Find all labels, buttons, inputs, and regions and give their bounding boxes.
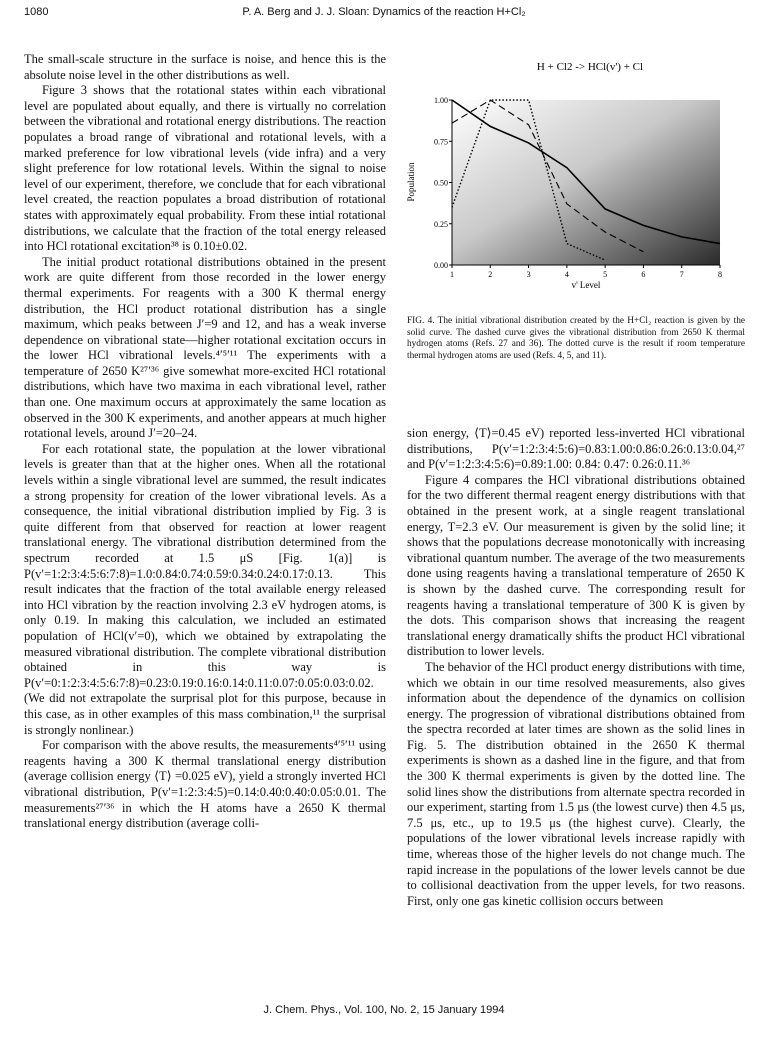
right-column [407,426,745,909]
y-tick-label: 1.00 [434,96,448,105]
x-tick-label: 6 [641,270,646,279]
paragraph: Figure 4 compares the HCl vibrational distributions obtained for the two different thermal reagent energy distributions with that obtained in the present work, at a single reagent translational energy, T=2.3 eV. Our measurement is given by the solid line; it shows that the populations decrease monotonically with increasing vibrational quantum number. The average of the two measurements done using reagents having a translational temperature of 2650 K is shown by the dashed curve. The corresponding result for reagents having a translational temperature of 300 K is given by the dots. This comparison shows that increasing the reagent translational energy dramatically shifts the product HCl vibrational distribution to lower levels. [407,472,745,659]
running-title: P. A. Berg and J. J. Sloan: Dynamics of the reaction H+Cl₂ [242,6,526,18]
paragraph: The initial product rotational distributions obtained in the present work are quite different from those recorded in the lower energy thermal experiments. For reagents with a 300 K thermal energy distribution, the HCl product rotational distribution has a single maximum, which peaks between J′=9 and 12, and has a weak inverse dependence on vibrational state—higher rotational excitation occurs in the lower HCl vibrational levels.⁴ʹ⁵ʹ¹¹ The experiments with a temperature of 2650 K²⁷ʹ³⁶ give somewhat more-excited HCl rotational distributions, which have two maxima in each vibrational level, rather than one. One maximum occurs at approximately the same location as observed in the 300 K experiments, and another appears at much higher rotational levels, around J′=20–24. [24,254,386,441]
x-tick-label: 8 [718,270,722,279]
y-tick-label: 0.00 [434,261,448,270]
page-number: 1080 [24,6,49,18]
x-tick-label: 5 [603,270,608,279]
paragraph: The small-scale structure in the surface is noise, and hence this is the absolute noise level in the other distributions as well. [24,52,386,82]
x-tick-label: 1 [450,270,454,279]
y-tick-label: 0.25 [434,219,448,229]
x-tick-label: 4 [564,270,569,279]
paragraph: sion energy, ⟨T⟩=0.45 eV) reported less-inverted HCl vibrational distributions, P(v′=1:2:3:4:5:6)=0.83:1.00:0.86:0.26:0.13:0.04,²⁷ and P(v′=1:2:3:4:5:6)=0.89:1.00: 0.84: 0.47: 0.26:0.11.³⁶ [407,426,745,472]
paragraph: For each rotational state, the population at the lower vibrational levels is greater than that at the higher ones. When all the rotational levels within a single vibrational level are summed, the result indicates a strong propensity for creation of the lower vibrational levels. As a consequence, the initial vibrational distribution implied by Fig. 3 is quite different from that observed for reaction at lower reagent translational energy. The vibrational distribution determined from the spectrum recorded at 1.5 μS [Fig. 1(a)] is P(v′=1:2:3:4:5:6:7:8)=1.0:0.84:0.74:0.59:0.34:0.24:0.17:0.13. This result indicates that the fraction of the total available energy released into HCl vibration by the reaction involving 2.3 eV hydrogen atoms, is only 0.19. In making this calculation, we included an estimated population of HCl(v′=0), which we obtained by extrapolating the measured vibrational distribution. The complete vibrational distribution obtained in this way is P(v′=0:1:2:3:4:5:6:7:8)=0.23:0.19:0.16:0.14:0.11:0.07:0.05:0.03:0.02. (We did not extrapolate the surprisal plot for this purpose, because in this case, as in other examples of this mass combination,¹¹ the surprisal is strongly nonlinear.) [24,441,386,737]
x-tick-label: 7 [679,270,684,279]
x-tick-label: 3 [526,270,531,279]
x-tick-label: 2 [488,270,493,279]
plot-background [452,100,720,265]
journal-footer: J. Chem. Phys., Vol. 100, No. 2, 15 January 1994 [263,1004,505,1016]
paragraph: The behavior of the HCl product energy distributions with time, which we obtain in our time resolved measurements, also gives information about the dependence of the dynamics on collision energy. The progression of vibrational distributions obtained from the spectra recorded at later times are shown as the solid lines in Fig. 5. The distribution obtained in the 2650 K thermal experiments is shown as a dashed line in the figure, and that from the 300 K thermal experiments is given by the dotted line. The solid lines show the distributions from alternate spectra recorded in our experiment, starting from 1.5 μs (the lowest curve) then 4.5 μs, 7.5 μs, etc., up to 19.5 μs (the highest curve). Clearly, the populations of the lower vibrational levels increase rapidly with time, whereas those of the higher levels do not change much. The rapid increase in the populations of the lower levels cannot be due to collisional deactivation from the upper levels, for two reasons. First, only one gas kinetic collision occurs between [407,659,745,908]
chart-title: H + Cl2 -> HCl(v') + Cl [536,61,644,73]
x-axis-label: v' Level [571,280,601,290]
y-tick-label: 0.50 [434,178,448,188]
vibrational-distribution-chart [400,52,750,292]
paragraph: Figure 3 shows that the rotational states within each vibrational level are populated about equally, and there is virtually no correlation between the vibrational and rotational energy distributions. The reaction populates a broad range of vibrational and rotational levels, with a marked preference for low vibrational levels (vide infra) and a very slight preference for low rotational levels. Within the signal to noise level of our experiment, therefore, we conclude that for each vibrational level created, the reaction populates a broad distribution of rotational states with approximately equal probability. From these intial rotational distributions, we calculate that the fraction of the total energy released into HCl rotational excitation³⁸ is 0.10±0.02. [24,83,386,254]
y-axis-label: Population [406,162,416,202]
left-column [24,52,386,832]
figure-4 [400,52,750,292]
paragraph: For comparison with the above results, the measurements⁴ʹ⁵ʹ¹¹ using reagents having a 300 K thermal translational energy distribution (average collision energy ⟨T⟩ =0.025 eV), yield a strongly inverted HCl vibrational distribution, P(v′=1:2:3:4:5)=0.14:0.40:0.40:0.05:0.01. The measurements²⁷ʹ³⁶ in which the H atoms have a 2650 K thermal translational energy distribution (average colli- [24,738,386,831]
figure-caption: FIG. 4. The initial vibrational distribution created by the H+Cl₂ reaction is given by the solid curve. The dashed curve gives the vibrational distribution from 2650 K thermal hydrogen atoms (Refs. 27 and 36). The dotted curve is the result if room temperature thermal hydrogen atoms are used (Refs. 4, 5, and 11). [407,316,745,361]
y-tick-label: 0.75 [434,137,448,147]
